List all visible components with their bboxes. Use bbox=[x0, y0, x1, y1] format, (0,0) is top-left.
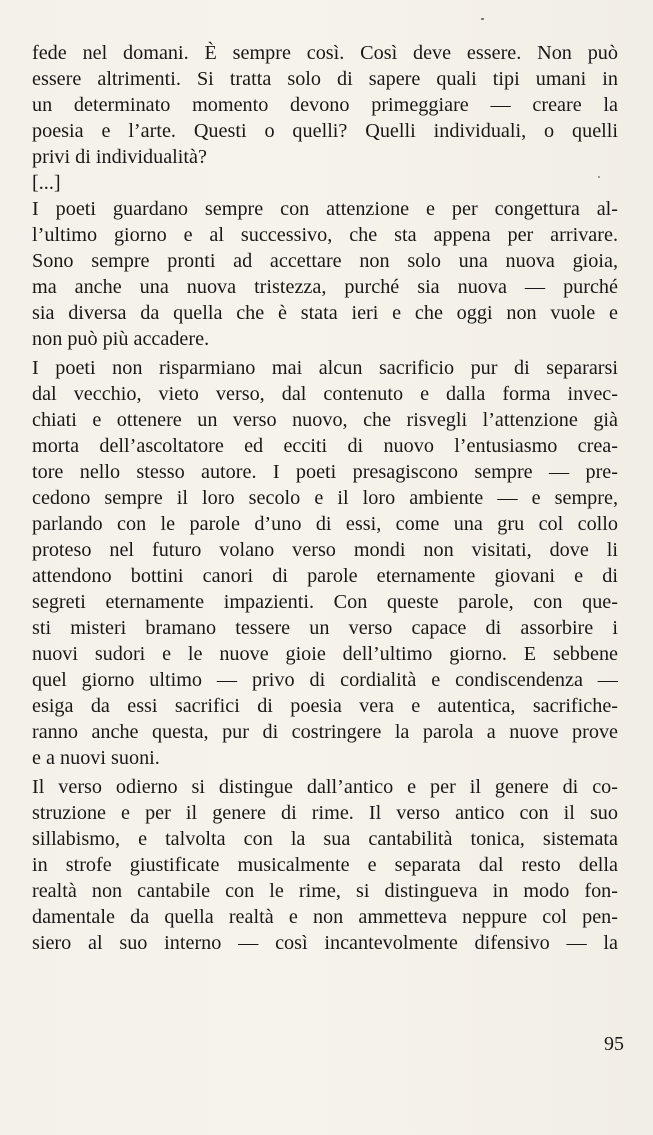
text-line: in strofe giustificate musicalmente e separata dal resto della bbox=[32, 854, 618, 876]
text-line: tore nello stesso autore. I poeti presagiscono sempre — pre- bbox=[32, 461, 618, 483]
text-line: I poeti non risparmiano mai alcun sacrificio pur di separarsi bbox=[32, 357, 618, 379]
text-line: quel giorno ultimo — privo di cordialità e condiscendenza — bbox=[32, 669, 618, 691]
text-line: sillabismo, e talvolta con la sua cantabilità tonica, sistemata bbox=[32, 828, 618, 850]
body-text bbox=[32, 40, 618, 956]
ellipsis-marker: [...] bbox=[32, 172, 61, 194]
text-line: I poeti guardano sempre con attenzione e per congettura al- bbox=[32, 198, 618, 220]
text-line: realtà non cantabile con le rime, si distingueva in modo fon- bbox=[32, 880, 618, 902]
text-line: ranno anche questa, pur di costringere la parola a nuove prove bbox=[32, 721, 618, 743]
text-line: ma anche una nuova tristezza, purché sia nuova — purché bbox=[32, 276, 618, 298]
text-line: segreti eternamente impazienti. Con queste parole, con que- bbox=[32, 591, 618, 613]
text-line: esiga da essi sacrifici di poesia vera e autentica, sacrifiche- bbox=[32, 695, 618, 717]
text-line: sia diversa da quella che è stata ieri e che oggi non vuole e bbox=[32, 302, 618, 324]
text-line: parlando con le parole d’uno di essi, come una gru col collo bbox=[32, 513, 618, 535]
text-line: l’ultimo giorno e al successivo, che sta appena per arrivare. bbox=[32, 224, 618, 246]
text-line: Sono sempre pronti ad accettare non solo una nuova gioia, bbox=[32, 250, 618, 272]
paragraph-ellipsis bbox=[32, 170, 618, 196]
text-line: chiati e ottenere un verso nuovo, che risvegli l’attenzione già bbox=[32, 409, 618, 431]
text-line: non può più accadere. bbox=[32, 328, 210, 350]
text-line: sti misteri bramano tessere un verso capace di assorbire i bbox=[32, 617, 618, 639]
text-line: nuovi sudori e le nuove gioie dell’ultimo giorno. E sebbene bbox=[32, 643, 618, 665]
text-line: un determinato momento devono primeggiare — creare la bbox=[32, 94, 618, 116]
text-line: fede nel domani. È sempre così. Così deve essere. Non può bbox=[32, 42, 618, 64]
text-line: attendono bottini canori di parole eternamente giovani e di bbox=[32, 565, 618, 587]
text-line: essere altrimenti. Si tratta solo di sapere quali tipi umani in bbox=[32, 68, 618, 90]
paragraph-3 bbox=[32, 196, 618, 352]
page-number: 95 bbox=[604, 1033, 624, 1055]
paragraph-4 bbox=[32, 355, 618, 771]
text-line: proteso nel futuro volano verso mondi non visitati, dove li bbox=[32, 539, 618, 561]
text-line: struzione e per il genere di rime. Il verso antico con il suo bbox=[32, 802, 618, 824]
text-line: damentale da quella realtà e non ammetteva neppure col pen- bbox=[32, 906, 618, 928]
text-line: dal vecchio, vieto verso, dal contenuto e dalla forma invec- bbox=[32, 383, 618, 405]
text-line: cedono sempre il loro secolo e il loro ambiente — e sempre, bbox=[32, 487, 618, 509]
text-line: e a nuovi suoni. bbox=[32, 747, 160, 769]
paragraph-1 bbox=[32, 40, 618, 170]
text-line: siero al suo interno — così incantevolmente difensivo — la bbox=[32, 932, 618, 954]
paragraph-5 bbox=[32, 774, 618, 956]
text-line: Il verso odierno si distingue dall’antico e per il genere di co- bbox=[32, 776, 618, 798]
text-line: privi di individualità? bbox=[32, 146, 207, 168]
text-line: morta dell’ascoltatore ed ecciti di nuovo l’entusiasmo crea- bbox=[32, 435, 618, 457]
paper-speck bbox=[481, 18, 484, 20]
text-line: poesia e l’arte. Questi o quelli? Quelli individuali, o quelli bbox=[32, 120, 618, 142]
